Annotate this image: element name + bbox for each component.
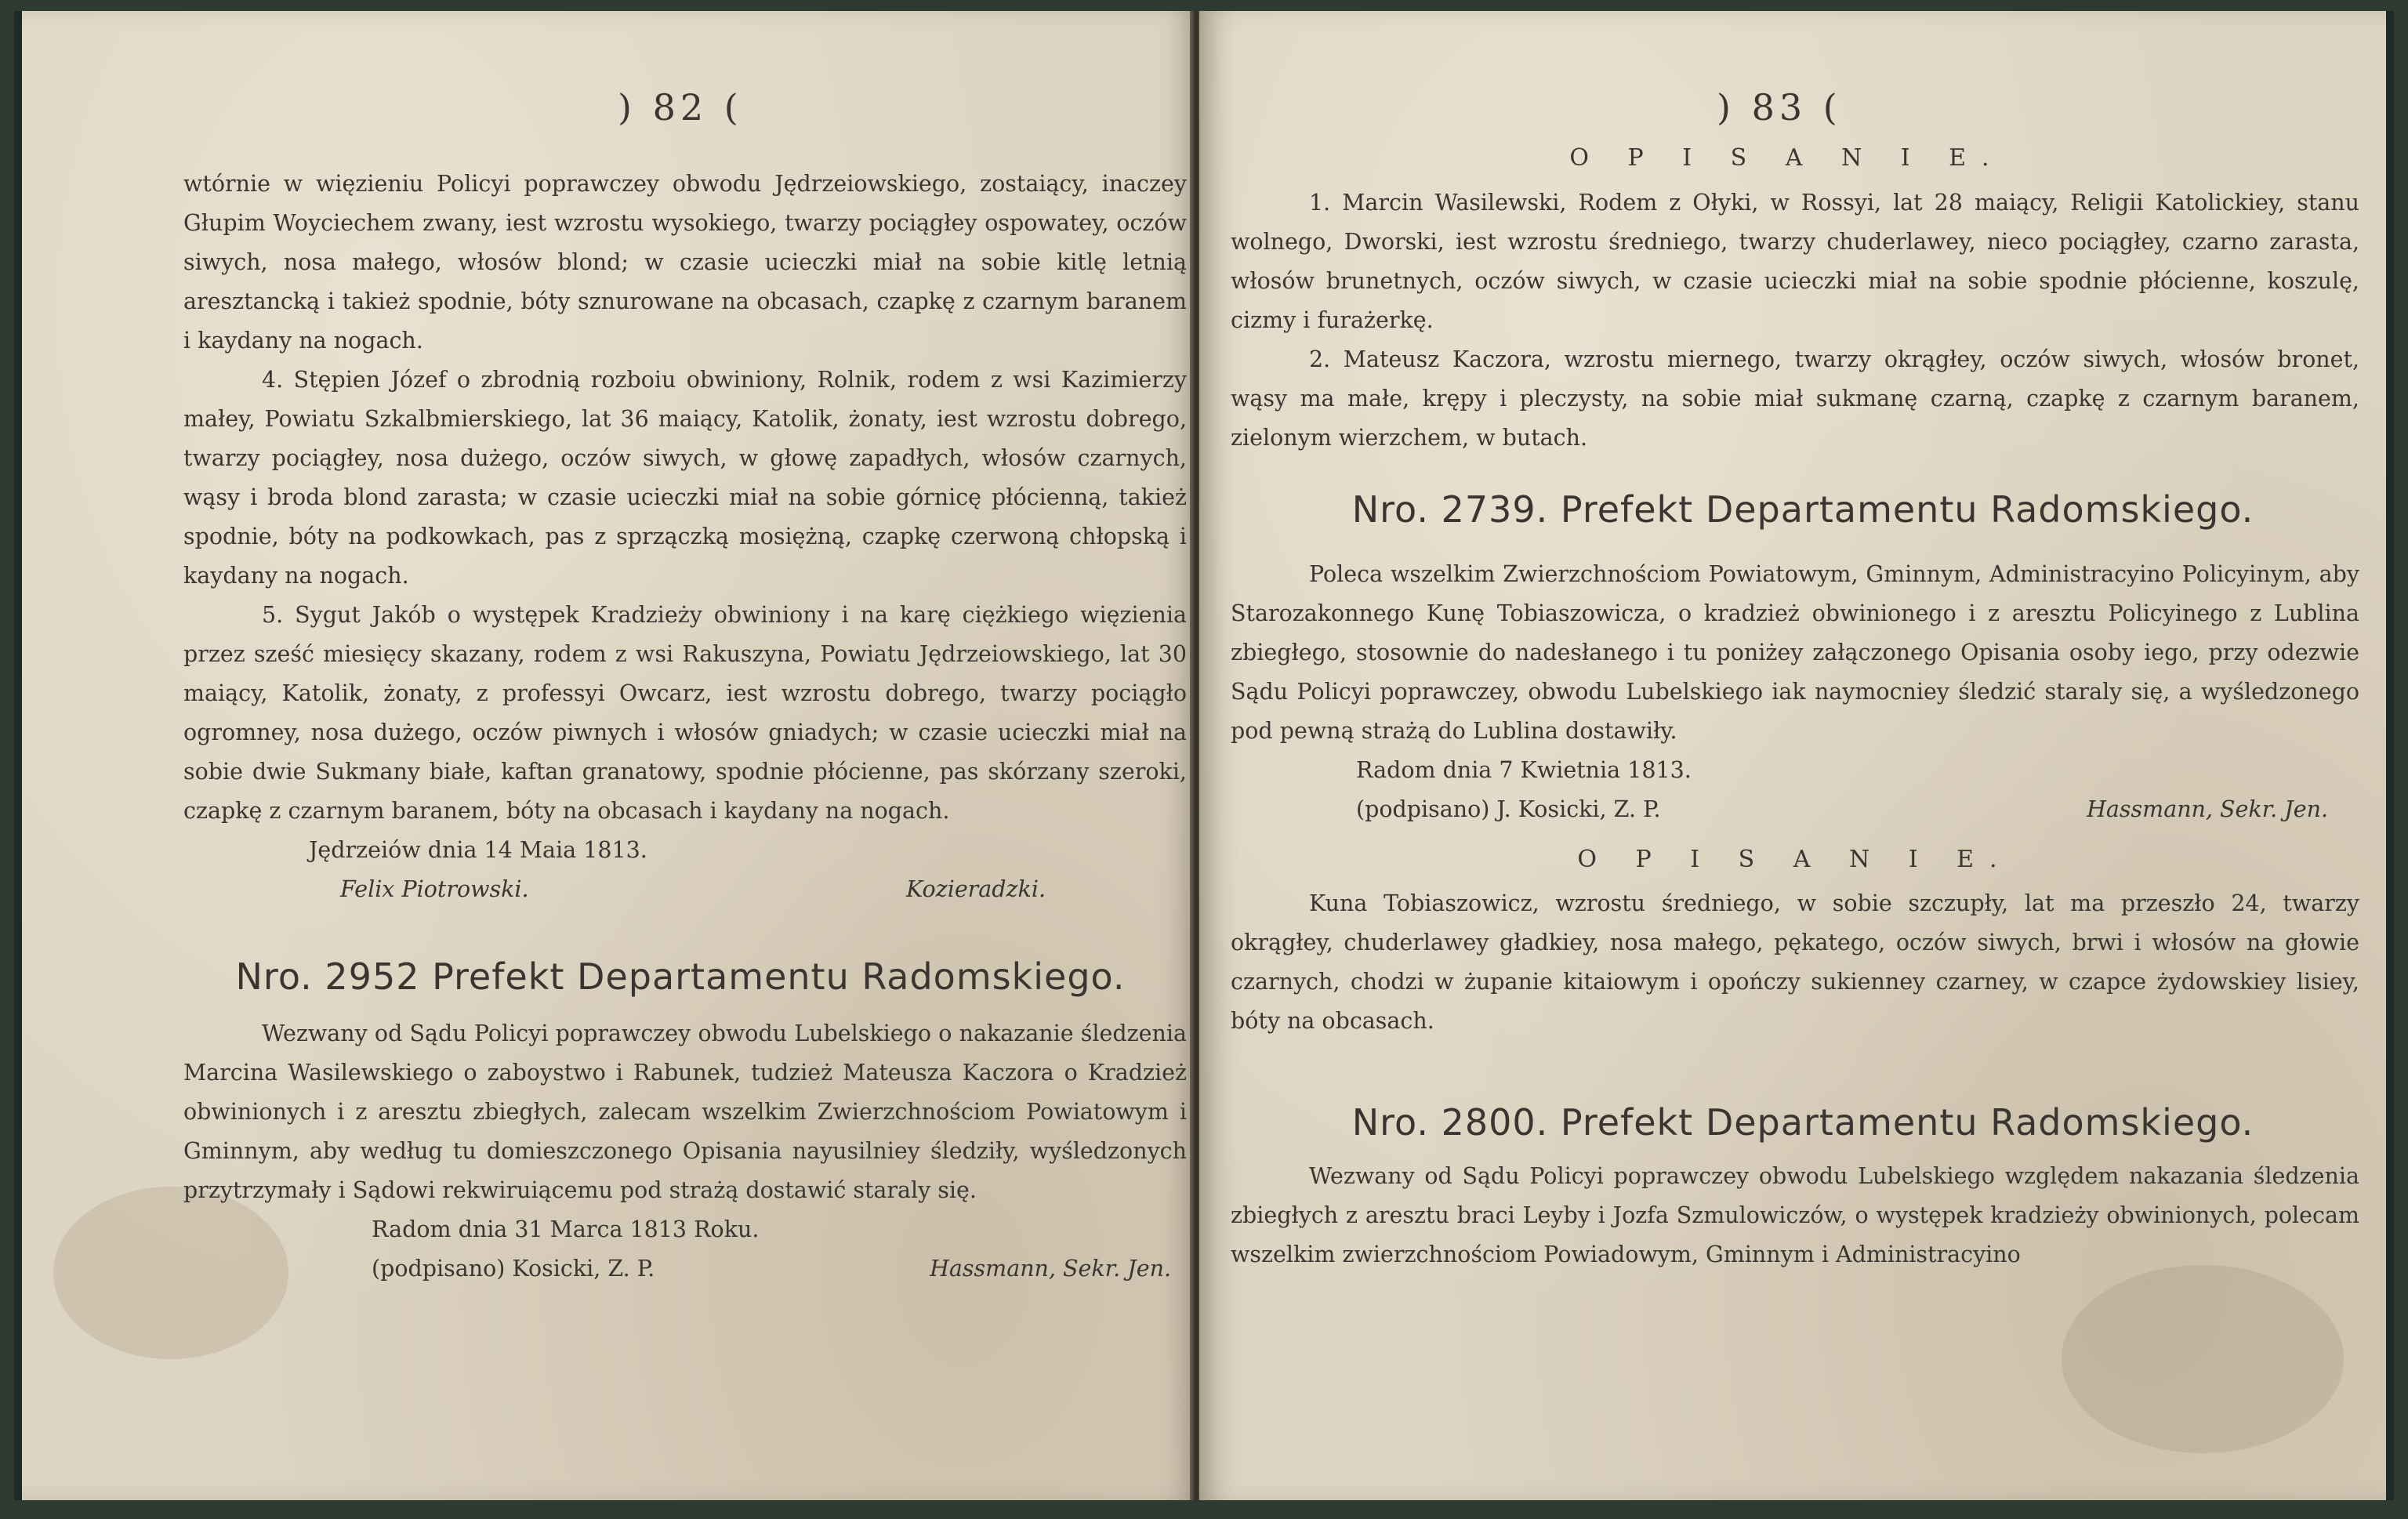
page-number-left: ) 82 ( [618,86,743,129]
signature-left: (podpisano) Kosicki, Z. P. [372,1256,655,1282]
signature-right: Hassmann, Sekr. Jen. [2087,796,2328,822]
section-heading: Nro. 2952 Prefekt Departamentu Radomskiego. [235,955,1126,998]
paper-stain [2062,1265,2344,1453]
left-text-block-2 [183,1014,1187,1289]
date-line: Radom dnia 31 Marca 1813 Roku. [372,1216,760,1242]
book-spread [14,11,2394,1500]
section-heading: Nro. 2739. Prefekt Departamentu Radomskiego. [1351,488,2254,531]
description-heading: O P I S A N I E. [1577,846,2013,873]
page-number-right: ) 83 ( [1717,86,1842,129]
section-heading: Nro. 2800. Prefekt Departamentu Radomskiego. [1351,1101,2254,1144]
paragraph-decree: Wezwany od Sądu Policyi poprawczey obwodu Lubelskiego względem nakazania śledzenia zbiegłych z aresztu braci Leyby i Jozfa Szmulowiczów, o występek kradzieży obwinionych, polecam wszelkim zwierzchnościom Powiadowym, Gminnym i Administracyino [1231,1163,2359,1267]
paragraph-decree: Poleca wszelkim Zwierzchnościom Powiatowym, Gminnym, Administracyino Policyinym, aby Starozakonnego Kunę Tobiaszowicza, o kradzież obwinionego i z aresztu Policyinego z Lublina zbiegłego, stosownie do nadesłanego i tu poniżey załączonego Opisania osoby iego, przy odezwie Sądu Policyi poprawczey, obwodu Lubelskiego iak naymocniey śledzić staraly się, a wyśledzonego pod pewną strażą do Lublina dostawiły. [1231,561,2359,744]
date-line: Radom dnia 7 Kwietnia 1813. [1356,757,1692,783]
signature-left: (podpisano) J. Kosicki, Z. P. [1356,796,1661,822]
signature-left: Felix Piotrowski. [340,876,529,902]
right-page [1199,11,2386,1500]
signature-row [183,870,1187,909]
signature-right: Kozieradzki. [906,876,1046,902]
left-page [22,11,1198,1500]
paragraph-item-4: 4. Stępien Józef o zbrodnią rozboiu obwiniony, Rolnik, rodem z wsi Kazimierzy małey, Powiatu Szkalbmierskiego, lat 36 maiący, Katolik, żonaty, iest wzrostu dobrego, twarzy pociągłey, nosa dużego, oczów siwych, w głowę zapadłych, włosów czarnych, wąsy i broda blond zarasta; w czasie ucieczki miał na sobie górnicę płócienną, takież spodnie, bóty na podkowkach, pas z sprzączką mosiężną, czapkę czerwoną chłopską i kaydany na nogach. [183,367,1187,589]
right-text-block-2 [1231,555,2359,1041]
paragraph-item-5: 5. Sygut Jakób o występek Kradzieży obwiniony i na karę ciężkiego więzienia przez sześć miesięcy skazany, rodem z wsi Rakuszyna, Powiatu Jędrzeiowskiego, lat 30 maiący, Katolik, żonaty, z professyi Owcarz, iest wzrostu dobrego, twarzy pociągło ogromney, nosa dużego, oczów piwnych i włosów gniadych; w czasie ucieczki miał na sobie dwie Sukmany białe, kaftan granatowy, spodnie płócienne, pas skórzany szeroki, czapkę z czarnym baranem, bóty na obcasach i kaydany na nogach. [183,602,1187,824]
signature-row [183,1249,1187,1289]
paragraph-continued: wtórnie w więzieniu Policyi poprawczey obwodu Jędrzeiowskiego, zostaiący, inaczey Głupim Woyciechem zwany, iest wzrostu wysokiego, twarzy pociągłey ospowatey, oczów siwych, nosa małego, włosów blond; w czasie ucieczki miał na sobie kitlę letnią aresztancką i takież spodnie, bóty sznurowane na obcasach, czapkę z czarnym baranem i kaydany na nogach. [183,171,1187,353]
description-item-1: 1. Marcin Wasilewski, Rodem z Ołyki, w Rossyi, lat 28 maiący, Religii Katolickiey, stanu wolnego, Dworski, iest wzrostu średniego, twarzy chuderlawey, nieco pociągłey, czarno zarasta, włosów brunetnych, oczów siwych, w czasie ucieczki miał na sobie spodnie płócienne, koszulę, cizmy i furażerkę. [1231,190,2359,333]
description-paragraph: Kuna Tobiaszowicz, wzrostu średniego, w sobie szczupły, lat ma przeszło 24, twarzy okrągłey, chuderlawey gładkiey, nosa małego, pękatego, oczów siwych, brwi i włosów na głowie czarnych, chodzi w żupanie kitaiowym i opończy sukienney czarney, w czapce żydowskiey lisiey, bóty na obcasach. [1231,890,2359,1034]
description-item-2: 2. Mateusz Kaczora, wzrostu miernego, twarzy okrągłey, oczów siwych, włosów bronet, wąsy ma małe, krępy i pleczysty, na sobie miał sukmanę czarną, czapkę z czarnym baranem, zielonym wierzchem, w butach. [1231,346,2359,451]
paragraph-decree: Wezwany od Sądu Policyi poprawczey obwodu Lubelskiego o nakazanie śledzenia Marcina Wasilewskiego o zaboystwo i Rabunek, tudzież Mateusza Kaczora o Kradzież obwinionych i z aresztu zbiegłych, zalecam wszelkim Zwierzchnościom Powiatowym i Gminnym, aby według tu domieszczonego Opisania nayusilniey śledziły, wyśledzonych przytrzymały i Sądowi rekwiruiącemu pod strażą dostawić staraly się. [183,1021,1187,1203]
signature-row [1231,790,2359,829]
left-text-block [183,165,1187,909]
right-text-block [1231,183,2359,458]
description-heading: O P I S A N I E. [1569,144,2005,172]
signature-right: Hassmann, Sekr. Jen. [930,1256,1171,1282]
date-line: Jędrzeiów dnia 14 Maia 1813. [309,837,647,863]
right-text-block-3 [1231,1157,2359,1274]
